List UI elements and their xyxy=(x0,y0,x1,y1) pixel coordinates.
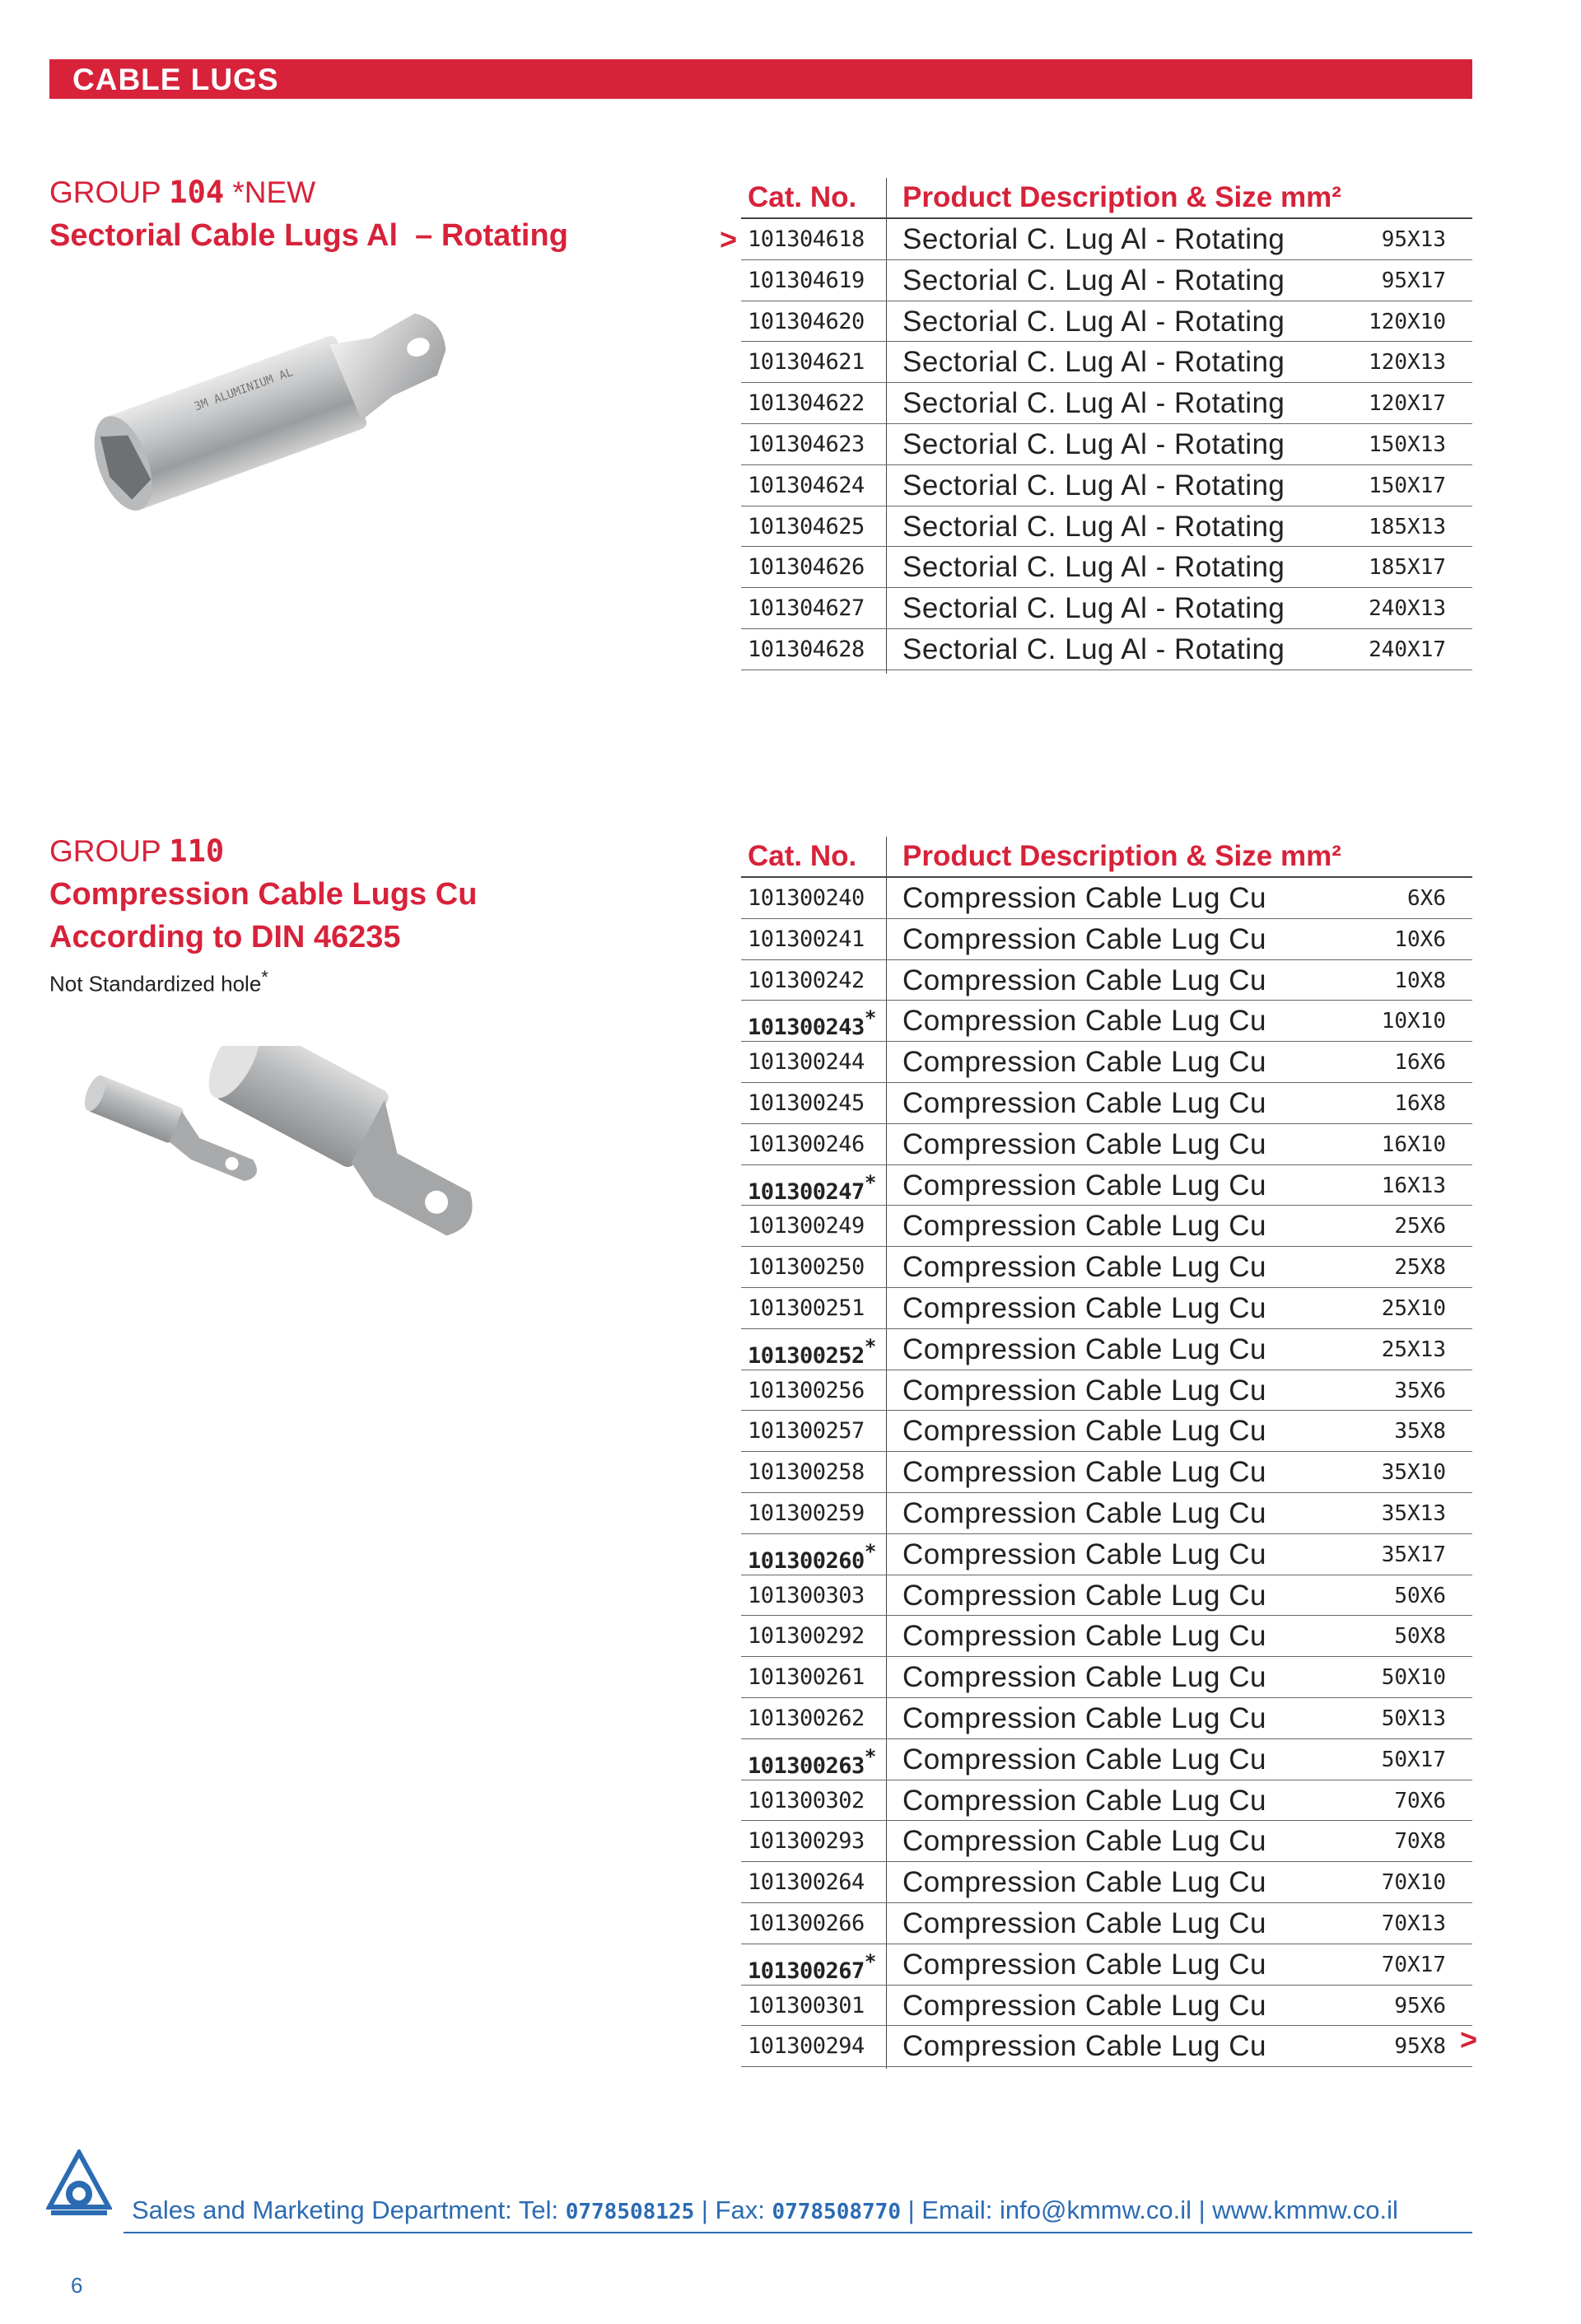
product-size: 6X6 xyxy=(1407,886,1446,911)
asterisk-mark: * xyxy=(864,1744,876,1768)
product-description: Sectorial C. Lug Al - Rotating xyxy=(902,510,1285,543)
cat-no: 101304619 xyxy=(748,267,865,293)
table-row xyxy=(741,1083,1472,1124)
product-size: 10X8 xyxy=(1394,968,1446,993)
product-size: 10X10 xyxy=(1381,1009,1446,1034)
group-110-name-line2: According to DIN 46235 xyxy=(49,920,401,954)
product-description: Compression Cable Lug Cu xyxy=(902,1046,1266,1079)
product-description: Sectorial C. Lug Al - Rotating xyxy=(902,264,1285,296)
table-row xyxy=(741,1534,1472,1575)
table-row xyxy=(741,1903,1472,1944)
product-description: Compression Cable Lug Cu xyxy=(902,1620,1266,1653)
table-row xyxy=(741,1986,1472,2027)
product-size: 70X6 xyxy=(1394,1788,1446,1813)
cat-no: 101300257 xyxy=(748,1418,865,1444)
product-size: 150X17 xyxy=(1369,473,1446,498)
table-row xyxy=(741,219,1472,260)
product-size: 35X17 xyxy=(1381,1542,1446,1567)
asterisk-mark: * xyxy=(864,1170,876,1194)
cat-no: 101300263* xyxy=(748,1744,876,1779)
group-104-table xyxy=(720,178,1472,670)
group-110-code: GROUP 110 xyxy=(49,833,225,869)
cat-no: 101304626 xyxy=(748,554,865,581)
table-row xyxy=(741,1739,1472,1780)
product-description: Compression Cable Lug Cu xyxy=(902,882,1266,914)
table-row xyxy=(741,1657,1472,1698)
table-row xyxy=(741,1698,1472,1739)
product-size: 185X13 xyxy=(1369,514,1446,539)
cat-no: 101300302 xyxy=(748,1787,865,1813)
product-description: Sectorial C. Lug Al - Rotating xyxy=(902,387,1285,420)
table-row xyxy=(741,1821,1472,1862)
product-size: 16X13 xyxy=(1381,1173,1446,1198)
svg-text:3M ALUMINIUM AL: 3M ALUMINIUM AL xyxy=(192,366,296,414)
product-size: 50X6 xyxy=(1394,1583,1446,1608)
product-size: 70X13 xyxy=(1381,1911,1446,1936)
table-row xyxy=(741,2026,1472,2067)
product-size: 120X17 xyxy=(1369,391,1446,417)
product-description: Compression Cable Lug Cu xyxy=(902,1866,1266,1899)
product-size: 50X10 xyxy=(1381,1665,1446,1691)
cat-no: 101300303 xyxy=(748,1582,865,1608)
group-104-code: GROUP 104 *NEW xyxy=(49,175,316,210)
cat-no: 101304621 xyxy=(748,349,865,376)
cat-no: 101300262 xyxy=(748,1705,865,1731)
table-row xyxy=(741,1575,1472,1617)
table-row xyxy=(741,1329,1472,1370)
table-row xyxy=(741,383,1472,424)
product-description: Sectorial C. Lug Al - Rotating xyxy=(902,427,1285,460)
cat-no: 101300243* xyxy=(748,1006,876,1041)
table-row xyxy=(741,506,1472,548)
cat-no: 101300251 xyxy=(748,1295,865,1321)
product-size: 35X13 xyxy=(1381,1500,1446,1526)
section-title: CABLE LUGS xyxy=(72,63,279,96)
page-number: 6 xyxy=(71,2273,83,2298)
table-row xyxy=(741,547,1472,588)
product-description: Compression Cable Lug Cu xyxy=(902,1086,1266,1119)
product-size: 185X17 xyxy=(1369,555,1446,581)
product-size: 10X6 xyxy=(1394,926,1446,952)
product-description: Compression Cable Lug Cu xyxy=(902,1210,1266,1243)
cat-no: 101300246 xyxy=(748,1131,865,1157)
table-row xyxy=(741,424,1472,465)
product-size: 50X8 xyxy=(1394,1624,1446,1650)
table-row xyxy=(741,1862,1472,1903)
product-size: 120X10 xyxy=(1369,309,1446,334)
table-row xyxy=(741,1944,1472,1986)
col-cat-header: Cat. No. xyxy=(748,181,857,213)
product-description: Compression Cable Lug Cu xyxy=(902,922,1266,955)
product-size: 25X10 xyxy=(1381,1295,1446,1321)
table-header xyxy=(741,837,1472,878)
product-size: 50X17 xyxy=(1381,1747,1446,1772)
cat-no: 101304625 xyxy=(748,513,865,539)
product-description: Compression Cable Lug Cu xyxy=(902,1456,1266,1489)
cat-no: 101300252* xyxy=(748,1334,876,1369)
table-row xyxy=(741,1780,1472,1822)
cat-no: 101300240 xyxy=(748,885,865,911)
product-description: Compression Cable Lug Cu xyxy=(902,1948,1266,1981)
product-description: Sectorial C. Lug Al - Rotating xyxy=(902,551,1285,584)
product-description: Sectorial C. Lug Al - Rotating xyxy=(902,632,1285,665)
product-description: Compression Cable Lug Cu xyxy=(902,1005,1266,1038)
table-row xyxy=(741,919,1472,960)
product-size: 16X6 xyxy=(1394,1050,1446,1076)
table-row xyxy=(741,1165,1472,1206)
group-110-table xyxy=(741,837,1477,2067)
cat-no: 101304620 xyxy=(748,308,865,334)
asterisk-mark: * xyxy=(864,1539,876,1563)
cat-no: 101300261 xyxy=(748,1664,865,1691)
product-size: 95X13 xyxy=(1381,227,1446,252)
cat-no: 101300247* xyxy=(748,1170,876,1205)
product-description: Sectorial C. Lug Al - Rotating xyxy=(902,592,1285,625)
cat-no: 101300256 xyxy=(748,1377,865,1403)
chevron-right-icon: > xyxy=(1459,2023,1477,2056)
product-size: 70X10 xyxy=(1381,1870,1446,1896)
product-description: Compression Cable Lug Cu xyxy=(902,1825,1266,1858)
product-size: 95X6 xyxy=(1394,1993,1446,2018)
cat-no: 101304627 xyxy=(748,595,865,622)
compression-lugs-image xyxy=(66,1046,543,1268)
col-desc-header: Product Description & Size mm² xyxy=(902,181,1341,213)
chevron-right-icon: > xyxy=(720,222,738,256)
cat-no: 101300264 xyxy=(748,1869,865,1896)
cat-no: 101300266 xyxy=(748,1910,865,1936)
product-description: Compression Cable Lug Cu xyxy=(902,1291,1266,1324)
col-cat-header: Cat. No. xyxy=(748,840,857,872)
cat-no: 101300249 xyxy=(748,1213,865,1239)
product-description: Sectorial C. Lug Al - Rotating xyxy=(902,305,1285,338)
cat-no: 101304622 xyxy=(748,390,865,417)
product-description: Sectorial C. Lug Al - Rotating xyxy=(902,469,1285,502)
cat-no: 101304618 xyxy=(748,226,865,252)
product-size: 70X17 xyxy=(1381,1952,1446,1977)
product-description: Compression Cable Lug Cu xyxy=(902,1496,1266,1529)
table-row xyxy=(741,260,1472,301)
product-size: 70X8 xyxy=(1394,1829,1446,1855)
table-row xyxy=(741,1493,1472,1534)
product-description: Compression Cable Lug Cu xyxy=(902,1661,1266,1694)
product-size: 95X8 xyxy=(1394,2034,1446,2060)
table-row xyxy=(741,1452,1472,1493)
table-row xyxy=(741,1288,1472,1329)
footer-contact: Sales and Marketing Department: Tel: 0778508125 | Fax: 0778508770 | Email: info@kmmw.co.il | www.kmmw.co.il xyxy=(132,2196,1398,2224)
product-description: Compression Cable Lug Cu xyxy=(902,2030,1266,2063)
product-description: Sectorial C. Lug Al - Rotating xyxy=(902,346,1285,379)
table-header xyxy=(741,178,1472,219)
asterisk-mark: * xyxy=(864,1949,876,1973)
product-description: Compression Cable Lug Cu xyxy=(902,1374,1266,1407)
cat-no: 101300242 xyxy=(748,967,865,993)
product-description: Compression Cable Lug Cu xyxy=(902,1784,1266,1817)
sectorial-lug-image xyxy=(74,280,461,519)
table-row xyxy=(741,1206,1472,1247)
table-row xyxy=(741,1370,1472,1412)
product-size: 35X6 xyxy=(1394,1378,1446,1403)
group-104-heading xyxy=(49,171,568,257)
cat-no: 101300259 xyxy=(748,1500,865,1526)
table-row xyxy=(741,465,1472,506)
product-description: Compression Cable Lug Cu xyxy=(902,1701,1266,1734)
table-row xyxy=(741,301,1472,343)
table-row xyxy=(741,1247,1472,1288)
table-row xyxy=(741,629,1472,670)
product-size: 35X10 xyxy=(1381,1460,1446,1486)
product-size: 25X6 xyxy=(1394,1214,1446,1239)
product-size: 95X17 xyxy=(1381,268,1446,293)
cat-no: 101300267* xyxy=(748,1949,876,1984)
cat-no: 101304628 xyxy=(748,636,865,662)
product-size: 25X13 xyxy=(1381,1337,1446,1362)
product-description: Compression Cable Lug Cu xyxy=(902,1251,1266,1284)
group-110-name-line1: Compression Cable Lugs Cu xyxy=(49,877,478,912)
cat-no: 101300250 xyxy=(748,1254,865,1281)
cat-no: 101300292 xyxy=(748,1623,865,1650)
cat-no: 101300245 xyxy=(748,1090,865,1116)
footer-divider xyxy=(124,2232,1472,2233)
product-description: Compression Cable Lug Cu xyxy=(902,1127,1266,1160)
product-size: 50X13 xyxy=(1381,1706,1446,1731)
asterisk-mark: * xyxy=(864,1334,876,1358)
company-logo xyxy=(46,2149,112,2219)
product-size: 150X13 xyxy=(1369,432,1446,457)
col-desc-header: Product Description & Size mm² xyxy=(902,840,1341,872)
asterisk-mark: * xyxy=(864,1006,876,1030)
product-description: Compression Cable Lug Cu xyxy=(902,1579,1266,1612)
product-description: Compression Cable Lug Cu xyxy=(902,1538,1266,1570)
cat-no: 101300293 xyxy=(748,1828,865,1855)
table-row xyxy=(741,1411,1472,1452)
cat-no: 101300260* xyxy=(748,1539,876,1574)
product-description: Compression Cable Lug Cu xyxy=(902,1989,1266,2022)
product-size: 25X8 xyxy=(1394,1255,1446,1281)
table-row xyxy=(741,960,1472,1001)
product-description: Compression Cable Lug Cu xyxy=(902,1906,1266,1939)
table-row xyxy=(741,588,1472,629)
table-row xyxy=(741,342,1472,383)
product-size: 240X13 xyxy=(1369,596,1446,622)
group-110-heading xyxy=(49,830,477,997)
table-row xyxy=(741,1042,1472,1083)
product-description: Compression Cable Lug Cu xyxy=(902,964,1266,996)
cat-no: 101300244 xyxy=(748,1049,865,1076)
product-description: Compression Cable Lug Cu xyxy=(902,1332,1266,1365)
table-row xyxy=(741,1001,1472,1042)
table-row xyxy=(741,878,1472,919)
product-size: 16X10 xyxy=(1381,1132,1446,1157)
group-110-note: Not Standardized hole* xyxy=(49,967,268,996)
product-size: 16X8 xyxy=(1394,1090,1446,1116)
cat-no: 101304623 xyxy=(748,431,865,457)
cat-no: 101304624 xyxy=(748,472,865,498)
product-size: 35X8 xyxy=(1394,1419,1446,1444)
section-header-bar xyxy=(49,59,1472,99)
group-104-name: Sectorial Cable Lugs Al – Rotating xyxy=(49,218,568,253)
product-size: 240X17 xyxy=(1369,637,1446,662)
table-row xyxy=(741,1616,1472,1657)
cat-no: 101300241 xyxy=(748,926,865,952)
product-size: 120X13 xyxy=(1369,350,1446,376)
cat-no: 101300301 xyxy=(748,1992,865,2018)
product-description: Sectorial C. Lug Al - Rotating xyxy=(902,223,1285,255)
cat-no: 101300258 xyxy=(748,1459,865,1486)
table-row xyxy=(741,1124,1472,1165)
product-description: Compression Cable Lug Cu xyxy=(902,1415,1266,1448)
product-description: Compression Cable Lug Cu xyxy=(902,1169,1266,1202)
product-description: Compression Cable Lug Cu xyxy=(902,1743,1266,1776)
cat-no: 101300294 xyxy=(748,2033,865,2060)
